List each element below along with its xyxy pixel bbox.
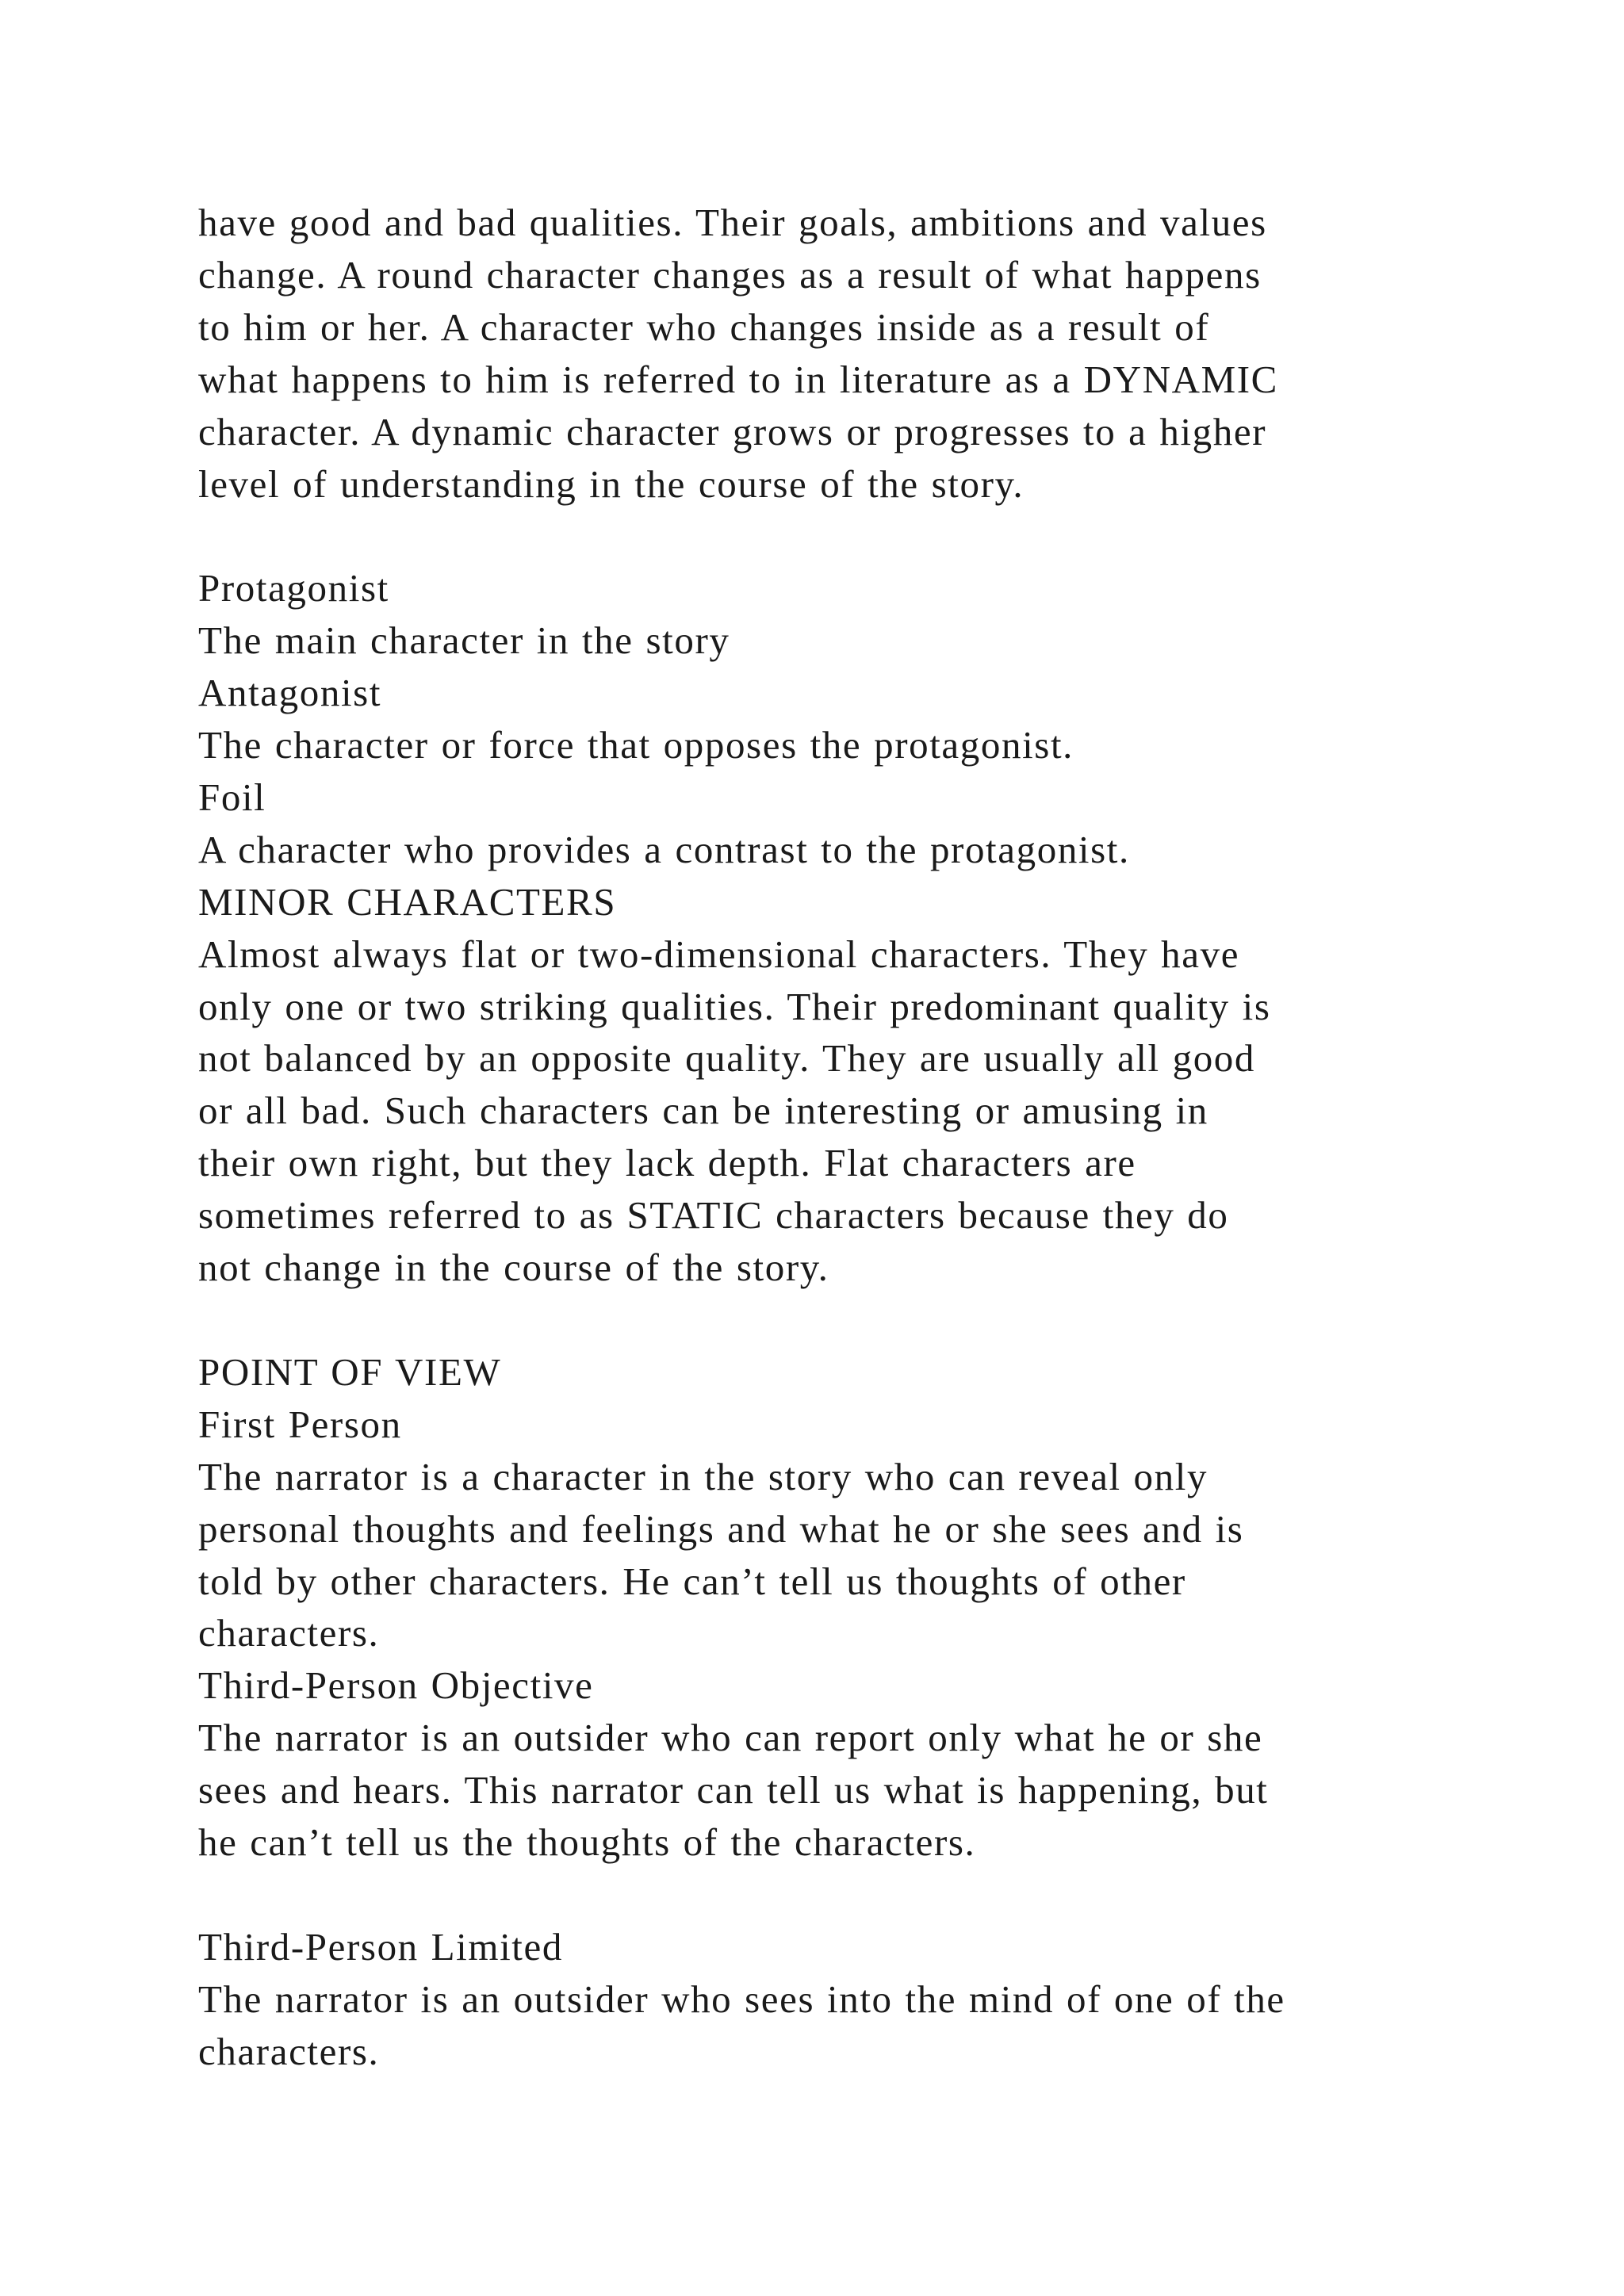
document-page [198, 197, 1499, 2078]
text-line-21: not change in the course of the story. [198, 1246, 829, 1290]
heading-minor-characters: MINOR CHARACTERS [198, 879, 617, 924]
text-line-16: only one or two striking qualities. Their predominant quality is [198, 984, 1271, 1028]
heading-third-person-objective: Third-Person Objective [198, 1663, 594, 1708]
text-line-1: have good and bad qualities. Their goals, ambitions and values [198, 201, 1267, 244]
text-line-4: what happens to him is referred to in literature as a DYNAMIC [198, 357, 1278, 401]
text-line-20: sometimes referred to as STATIC characters because they do [198, 1193, 1229, 1238]
blank-line [198, 510, 1499, 562]
text-line-27: told by other characters. He can’t tell us thoughts of other [198, 1559, 1186, 1603]
text-line-36: characters. [198, 2029, 380, 2073]
text-line-25: The narrator is a character in the story who can reveal only [198, 1454, 1208, 1498]
blank-line [198, 1869, 1499, 1921]
text-line-30: The narrator is an outsider who can report only what he or she [198, 1716, 1263, 1760]
text-line-26: personal thoughts and feelings and what he or she sees and is [198, 1506, 1244, 1551]
blank-line [198, 1294, 1499, 1346]
text-line-35: The narrator is an outsider who sees into the mind of one of the [198, 1976, 1285, 2021]
text-line-15: Almost always flat or two-dimensional characters. They have [198, 932, 1240, 976]
text-line-2: change. A round character changes as a result of what happens [198, 252, 1262, 297]
definition-protagonist: The main character in the story [198, 618, 730, 663]
text-line-19: their own right, but they lack depth. Flat characters are [198, 1141, 1136, 1185]
text-line-17: not balanced by an opposite quality. They are usually all good [198, 1036, 1256, 1081]
heading-first-person: First Person [198, 1402, 402, 1446]
heading-third-person-limited: Third-Person Limited [198, 1924, 563, 1969]
text-line-28: characters. [198, 1611, 380, 1655]
text-line-31: sees and hears. This narrator can tell us what is happening, but [198, 1768, 1269, 1812]
definition-foil: A character who provides a contrast to the protagonist. [198, 827, 1130, 871]
text-line-18: or all bad. Such characters can be interesting or amusing in [198, 1089, 1208, 1133]
heading-foil: Foil [198, 775, 266, 819]
text-line-6: level of understanding in the course of the story. [198, 461, 1025, 506]
heading-protagonist: Protagonist [198, 566, 389, 610]
heading-antagonist: Antagonist [198, 671, 382, 715]
text-line-5: character. A dynamic character grows or progresses to a higher [198, 409, 1267, 453]
text-line-32: he can’t tell us the thoughts of the characters. [198, 1820, 976, 1865]
text-line-3: to him or her. A character who changes inside as a result of [198, 304, 1210, 349]
heading-point-of-view: POINT OF VIEW [198, 1349, 502, 1394]
definition-antagonist: The character or force that opposes the protagonist. [198, 723, 1074, 767]
